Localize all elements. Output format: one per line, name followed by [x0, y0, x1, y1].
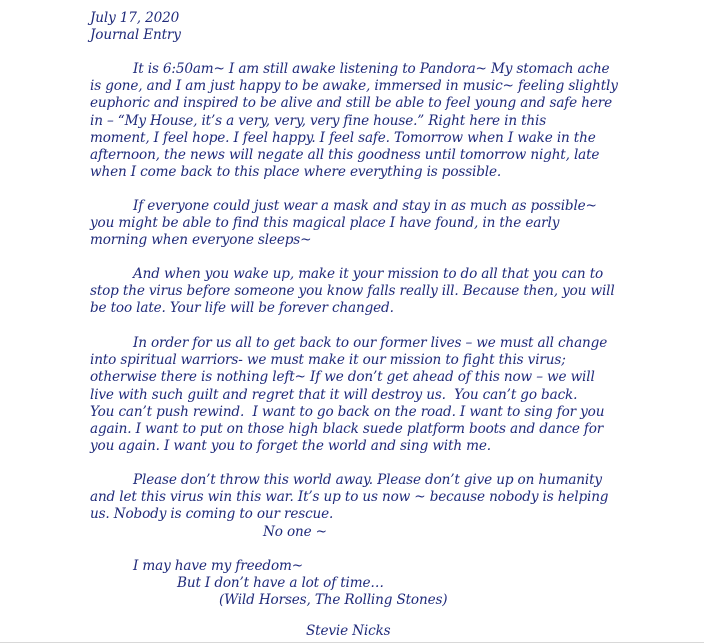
paragraph-line: And when you wake up, make it your mission to do all that you can to — [133, 266, 604, 282]
paragraph-line: You can’t push rewind. I want to go back on the road. I want to sing for you — [90, 403, 605, 420]
quote-line-2: But I don’t have a lot of time… — [177, 575, 384, 592]
quote-line-1: I may have my freedom~ — [133, 558, 303, 574]
no-one-line: No one ~ — [263, 523, 327, 540]
paragraph-5 — [90, 472, 608, 541]
paragraph-line: Please don’t throw this world away. Please don’t give up on humanity — [133, 472, 602, 488]
paragraph-line: be too late. Your life will be forever changed. — [90, 300, 394, 317]
paragraph-4 — [90, 335, 607, 455]
paragraph-line: moment, I feel hope. I feel happy. I feel safe. Tomorrow when I wake in the — [90, 129, 596, 146]
paragraph-line: afternoon, the news will negate all this goodness until tomorrow night, late — [90, 146, 600, 163]
paragraph-line: stop the virus before someone you know falls really ill. Because then, you will — [90, 283, 615, 300]
entry-subtitle: Journal Entry — [90, 27, 181, 44]
signature-block — [90, 623, 390, 640]
paragraph-1 — [90, 61, 618, 181]
paragraph-line: and let this virus win this war. It’s up to us now ~ because nobody is helping — [90, 489, 609, 506]
paragraph-2 — [90, 198, 597, 250]
paragraph-line: us. Nobody is coming to our rescue. — [90, 506, 334, 523]
paragraph-line: If everyone could just wear a mask and stay in as much as possible~ — [133, 198, 597, 214]
paragraph-line: euphoric and inspired to be alive and still be able to feel young and safe here — [90, 95, 612, 112]
paragraph-line: It is 6:50am~ I am still awake listening to Pandora~ My stomach ache — [133, 61, 610, 77]
paragraph-line: otherwise there is nothing left~ If we don’t get ahead of this now – we will — [90, 369, 595, 386]
paragraph-line: morning when everyone sleeps~ — [90, 232, 312, 249]
paragraph-line: again. I want to put on those high black suede platform boots and dance for — [90, 420, 604, 437]
paragraph-3 — [90, 266, 615, 318]
closing-quote — [90, 558, 447, 610]
journal-header — [90, 10, 181, 44]
quote-source: (Wild Horses, The Rolling Stones) — [219, 592, 448, 609]
paragraph-line: is gone, and I am just happy to be awake, immersed in music~ feeling slightly — [90, 78, 618, 95]
entry-date: July 17, 2020 — [90, 10, 180, 26]
signature: Stevie Nicks — [306, 623, 391, 639]
paragraph-line: into spiritual warriors- we must make it our mission to fight this virus; — [90, 352, 566, 369]
paragraph-line: live with such guilt and regret that it will destroy us. You can’t go back. — [90, 386, 578, 403]
paragraph-line: In order for us all to get back to our former lives – we must all change — [133, 335, 608, 351]
paragraph-line: you again. I want you to forget the world and sing with me. — [90, 438, 491, 455]
paragraph-line: you might be able to find this magical place I have found, in the early — [90, 215, 560, 232]
paragraph-line: in – “My House, it’s a very, very, very fine house.” Right here in this — [90, 112, 547, 129]
paragraph-line: when I come back to this place where everything is possible. — [90, 164, 502, 181]
